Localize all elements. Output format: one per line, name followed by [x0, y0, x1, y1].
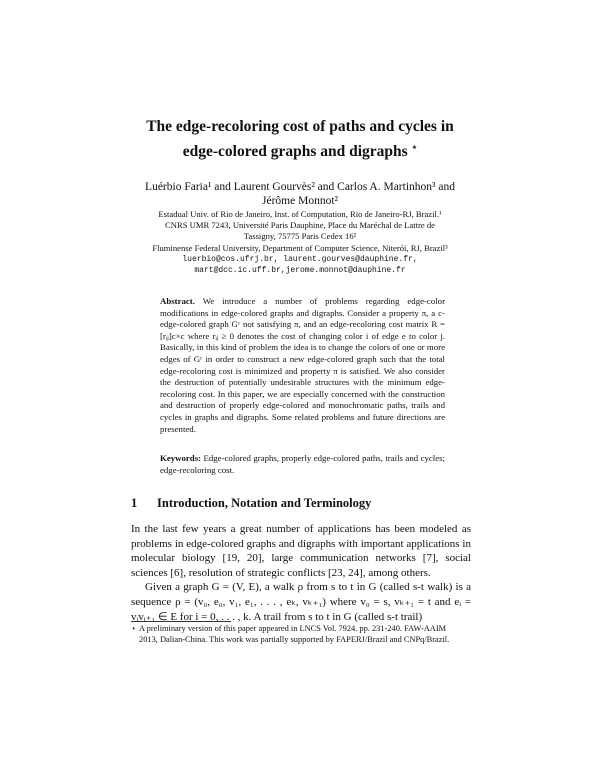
- footnote-mark: ⋆: [131, 624, 137, 633]
- paragraph-1: In the last few years a great number of applications has been modeled as problems in edge-colored graphs and digraphs with important applications in molecular biology [19, 20], large communication networks [7], social sciences [6], resolution of strategic conflicts [23, 24], among others.: [131, 523, 471, 579]
- title-footnote-mark: ⋆: [411, 142, 418, 152]
- title-line-2: [0, 137, 600, 162]
- section-body: [131, 522, 471, 624]
- affiliation-1: Estadual Univ. of Rio de Janeiro, Inst. of Computation, Rio de Janeiro-RJ, Brazil.¹: [158, 209, 442, 219]
- email-line-1: luerbio@cos.ufrj.br, laurent.gourves@dauphine.fr,: [182, 254, 418, 264]
- paper-title: [0, 116, 600, 162]
- keywords-text: Edge-colored graphs, properly edge-colored paths, trails and cycles; edge-recoloring cost.: [160, 453, 445, 475]
- affiliation-2: CNRS UMR 7243, Université Paris Dauphine, Place du Maréchal de Lattre de: [165, 220, 435, 231]
- footnote-rule: [131, 621, 231, 622]
- affiliations: [120, 209, 480, 276]
- email-line-2: mart@dcc.ic.uff.br,jerome.monnot@dauphine.fr: [194, 266, 406, 276]
- affiliation-3: Fluminense Federal University, Department of Computer Science, Niterói, RJ, Brazil³: [152, 242, 448, 253]
- affiliation-2-cont: Tassigny, 75775 Paris Cedex 16²: [243, 231, 357, 242]
- paragraph-2: Given a graph G = (V, E), a walk ρ from s to t in G (called s-t walk) is a sequence ρ = (v₀, e₀, v₁, e₁, . . . , eₖ, vₖ₊₁) where v₀ = s, vₖ₊₁ = t and eᵢ = vᵢvᵢ₊₁ ∈ E for i = 0, . . . , k. A trail from s to t in G (called s-t trail): [131, 581, 471, 623]
- keywords-label: Keywords:: [160, 453, 202, 463]
- section-number: 1: [131, 496, 138, 510]
- abstract-text: We introduce a number of problems regarding edge-color modifications in edge-colored graphs and digraphs. Consider a property π, a c-edge-colored graph Gᶜ not satisfying π, and an edge-recoloring cost matrix R = [rᵢⱼ]c×c where rᵢⱼ ≥ 0 denotes the cost of changing color i of edge e to color j. Basically, in this kind of problem the idea is to change the colors of one or more edges of Gᶜ in order to construct a new edge-colored graph such that the total edge-recoloring cost is minimized and property π is satisfied. We also consider the destruction of potentially undesirable structures with the minimum edge-recoloring cost. In this paper, we are especially concerned with the construction and destruction of properly edge-colored and monochromatic paths, trails and cycles in graphs and digraphs. Some related problems and future directions are presented.: [160, 296, 445, 434]
- author-list: [0, 180, 600, 208]
- keywords: [160, 453, 445, 476]
- section-title: Introduction, Notation and Terminology: [157, 496, 372, 510]
- footnote: [131, 624, 471, 645]
- authors-line-1: Luérbio Faria¹ and Laurent Gourvès² and Carlos A. Martinhon³ and: [145, 181, 455, 193]
- title-line-2-text: edge-colored graphs and digraphs: [182, 143, 408, 161]
- abstract-label: Abstract.: [160, 296, 195, 306]
- footnote-text: A preliminary version of this paper appeared in LNCS Vol. 7924. pp. 231-240. FAW-AAIM 2013, Dalian-China. This work was partially supported by FAPERJ/Brazil and CNPq/Brazil.: [139, 624, 450, 644]
- abstract: [160, 296, 445, 435]
- section-heading: [131, 496, 371, 511]
- title-line-1: The edge-recoloring cost of paths and cycles in: [146, 118, 454, 135]
- authors-line-2: Jérôme Monnot²: [262, 195, 338, 207]
